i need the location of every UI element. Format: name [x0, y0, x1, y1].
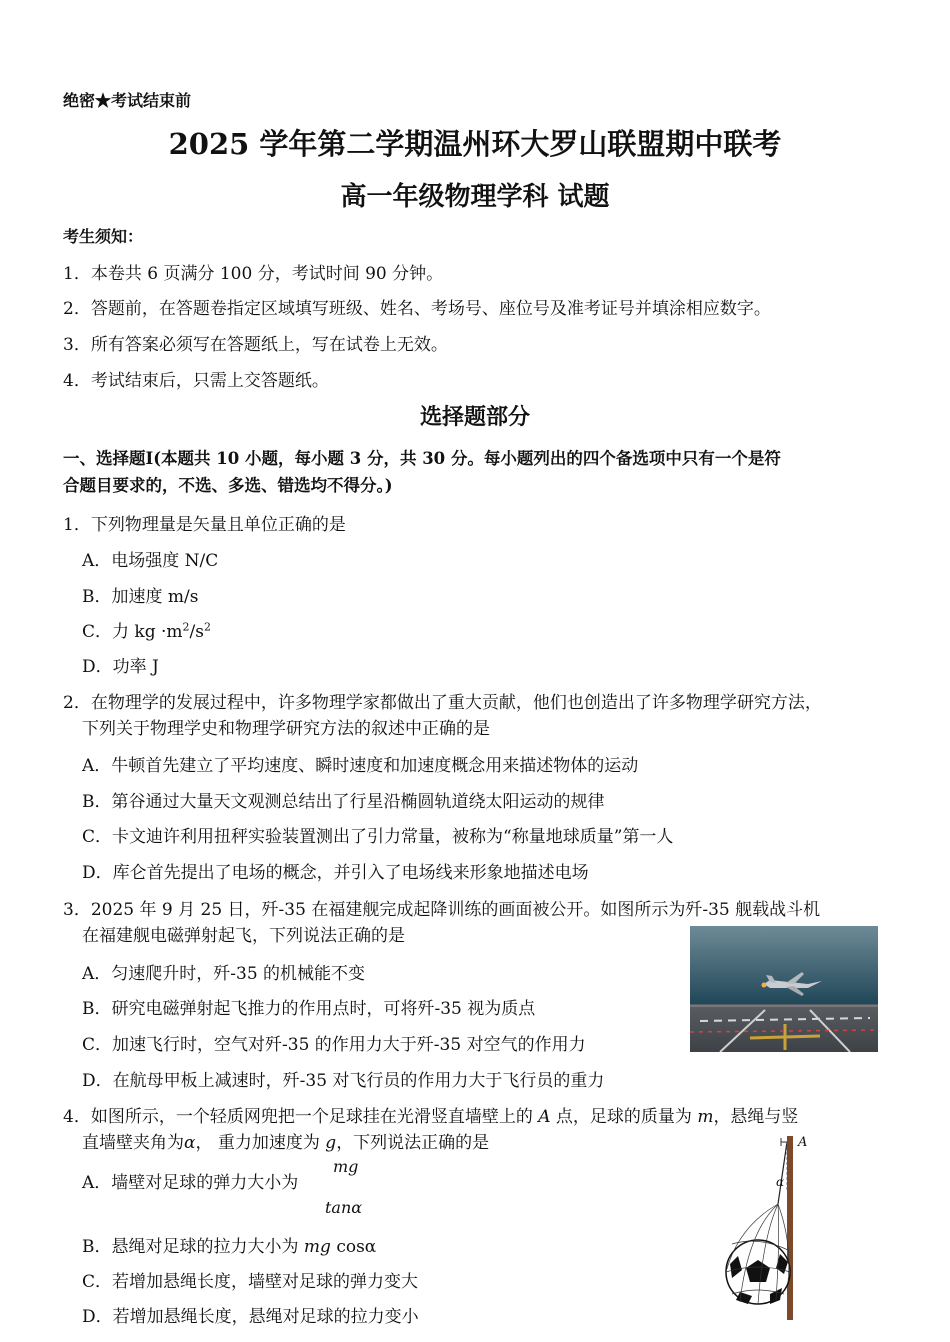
notice-item-2: 2．答题前，在答题卷指定区域填写班级、姓名、考场号、座位号及准考证号并填涂相应数字。 — [63, 299, 771, 319]
point-a-label: A — [798, 1135, 808, 1150]
q4-stem-line2-part1: 直墙壁夹角为 — [82, 1133, 184, 1153]
section-instruction-line2: 合题目要求的，不选、多选、错选均不得分。) — [63, 476, 393, 495]
q1-option-c — [82, 617, 211, 642]
q4-stem-line2-part3: ，下列说法正确的是 — [336, 1133, 490, 1153]
q4-stem-line1-part1: 4．如图所示，一个轻质网兜把一个足球挂在光滑竖直墙壁上的 — [63, 1107, 539, 1127]
q4-option-a-numerator: mg — [333, 1157, 359, 1176]
q2-stem-line1: 2．在物理学的发展过程中，许多物理学家都做出了重大贡献，他们也创造出了许多物理学研究方法， — [63, 693, 822, 713]
q4-stem-gravity: g — [325, 1133, 337, 1153]
q2-option-b: B．第谷通过大量天文观测总结出了行星沿椭圆轨道绕太阳运动的规律 — [82, 792, 605, 812]
angle-alpha-label: α — [776, 1175, 785, 1189]
q2-stem-line2: 下列关于物理学史和物理学研究方法的叙述中正确的是 — [82, 719, 490, 739]
exam-subtitle: 高一年级物理学科 试题 — [340, 182, 610, 212]
confidential-label: 绝密★考试结束前 — [63, 91, 192, 110]
q1-option-c-mid: /s — [189, 622, 204, 642]
q4-option-a: A．墙壁对足球的弹力大小为 — [82, 1173, 299, 1193]
q4-stem-line2 — [82, 1128, 489, 1153]
notice-heading: 考生须知： — [63, 227, 144, 246]
q4-stem-line1-part3: ，悬绳与竖 — [713, 1107, 799, 1127]
q1-option-c-prefix: C．力 kg ·m — [82, 622, 183, 642]
q2-option-d: D．库仑首先提出了电场的概念，并引入了电场线来形象地描述电场 — [82, 863, 589, 883]
notice-item-1: 1．本卷共 6 页满分 100 分，考试时间 90 分钟。 — [63, 264, 444, 284]
q3-stem-line2: 在福建舰电磁弹射起飞，下列说法正确的是 — [82, 926, 405, 946]
wall — [787, 1136, 793, 1320]
q4-option-b-text: B．悬绳对足球的拉力大小为 — [82, 1237, 304, 1257]
q4-option-b-mg: mg — [303, 1237, 331, 1257]
q1-option-c-exp2: 2 — [203, 620, 211, 634]
q3-option-b: B．研究电磁弹射起飞推力的作用点时，可将歼-35 视为质点 — [82, 999, 536, 1019]
football-net-figure-svg — [718, 1132, 818, 1322]
q4-stem-line2-part2: ， 重力加速度为 — [195, 1133, 326, 1153]
section-instruction-line1: 一、选择题Ⅰ(本题共 10 小题，每小题 3 分，共 30 分。每小题列出的四个备选项中只有一个是符 — [63, 449, 781, 468]
rope — [778, 1142, 787, 1204]
q2-option-a: A．牛顿首先建立了平均速度、瞬时速度和加速度概念用来描述物体的运动 — [82, 756, 639, 776]
q3-option-d: D．在航母甲板上减速时，歼-35 对飞行员的作用力大于飞行员的重力 — [82, 1071, 605, 1091]
q4-option-c: C．若增加悬绳长度，墙壁对足球的弹力变大 — [82, 1272, 419, 1292]
notice-item-4: 4．考试结束后，只需上交答题纸。 — [63, 371, 329, 391]
football-net-figure — [718, 1132, 818, 1322]
q4-option-d: D．若增加悬绳长度，悬绳对足球的拉力变小 — [82, 1307, 419, 1327]
section-title: 选择题部分 — [419, 404, 530, 430]
q1-stem: 1．下列物理量是矢量且单位正确的是 — [63, 515, 346, 535]
q2-option-c: C．卡文迪许利用扭秤实验装置测出了引力常量，被称为“称量地球质量”第一人 — [82, 827, 674, 847]
fighter-jet-photo-svg — [690, 926, 878, 1052]
fighter-jet-photo — [690, 926, 878, 1052]
q3-option-c: C．加速飞行时，空气对歼-35 的作用力大于歼-35 对空气的作用力 — [82, 1035, 586, 1055]
football-icon — [726, 1240, 790, 1304]
q4-option-a-denominator: tanα — [325, 1198, 363, 1217]
q1-option-b: B．加速度 m/s — [82, 587, 199, 607]
q1-option-d: D．功率 J — [82, 657, 159, 677]
q1-option-c-exp1: 2 — [182, 620, 190, 634]
q4-stem-line1-part2: 点，足球的质量为 — [550, 1107, 698, 1127]
q4-option-b — [82, 1232, 376, 1257]
q4-stem-mass: m — [697, 1107, 714, 1127]
q1-option-a: A．电场强度 N/C — [82, 551, 219, 571]
exam-title: 2025 学年第二学期温州环大罗山联盟期中联考 — [168, 127, 782, 161]
q4-option-b-cos: cosα — [330, 1237, 377, 1257]
q4-stem-point-a: A — [538, 1107, 551, 1127]
q4-stem-line1 — [63, 1102, 798, 1127]
q4-stem-alpha: α — [184, 1133, 196, 1153]
q3-stem-line1: 3．2025 年 9 月 25 日，歼-35 在福建舰完成起降训练的画面被公开。如图所示为歼-35 舰载战斗机 — [63, 900, 821, 920]
q3-option-a: A．匀速爬升时，歼-35 的机械能不变 — [82, 964, 366, 984]
notice-item-3: 3．所有答案必须写在答题纸上，写在试卷上无效。 — [63, 335, 448, 355]
